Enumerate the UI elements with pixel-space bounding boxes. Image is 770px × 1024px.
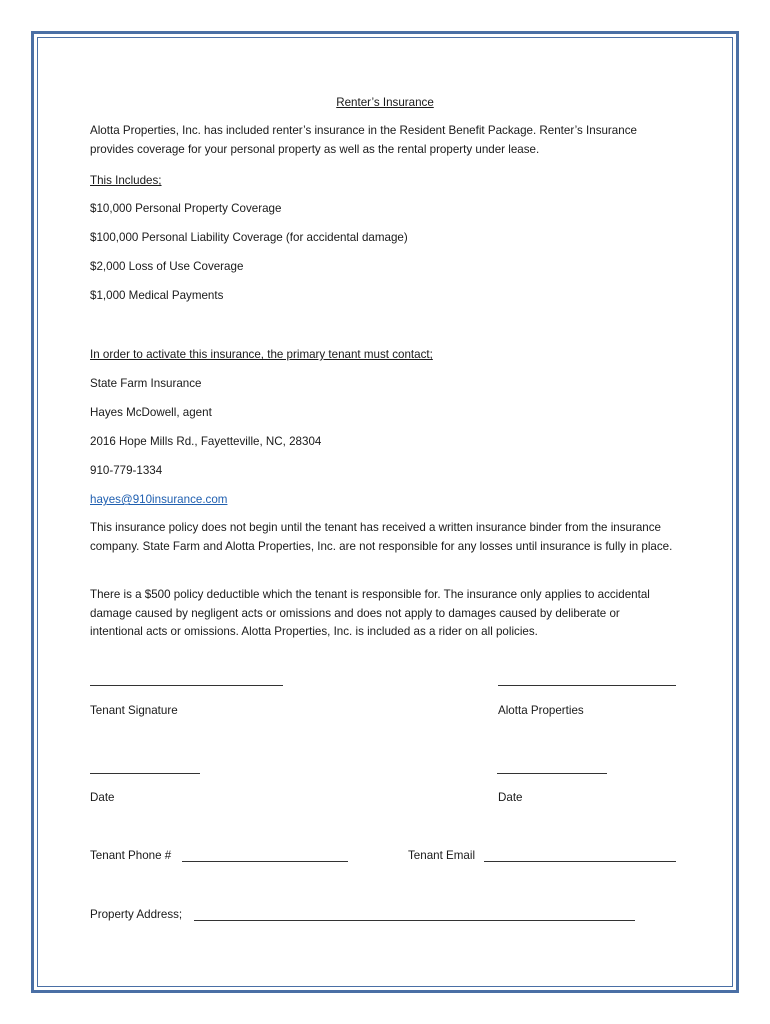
contact-email-link[interactable]: hayes@910insurance.com [90, 493, 228, 506]
property-address-line[interactable] [194, 920, 635, 921]
tenant-phone-line[interactable] [182, 861, 348, 862]
coverage-item: $2,000 Loss of Use Coverage [90, 260, 244, 273]
contact-phone: 910-779-1334 [90, 464, 163, 477]
deductible-paragraph: There is a $500 policy deductible which the tenant is responsible for. The insurance only applies to accidental damage caused by negligent acts or omissions and does not apply to damages caused by deliberate or intentional acts or omissions. Alotta Properties, Inc. is included as a rider on all policies. [90, 588, 650, 638]
coverage-item: $100,000 Personal Liability Coverage (for accidental damage) [90, 231, 408, 244]
tenant-email-line[interactable] [484, 861, 676, 862]
includes-heading: This Includes; [90, 174, 162, 187]
contact-agent: Hayes McDowell, agent [90, 406, 212, 419]
landlord-signature-line[interactable] [498, 685, 676, 686]
landlord-date-line[interactable] [497, 773, 607, 774]
property-address-label: Property Address; [90, 908, 183, 921]
tenant-date-label: Date [90, 791, 115, 804]
tenant-signature-line[interactable] [90, 685, 283, 686]
activate-heading: In order to activate this insurance, the primary tenant must contact; [90, 348, 433, 361]
contact-address: 2016 Hope Mills Rd., Fayetteville, NC, 28304 [90, 435, 322, 448]
tenant-email-label: Tenant Email [408, 849, 476, 862]
coverage-item: $1,000 Medical Payments [90, 289, 224, 302]
tenant-phone-label: Tenant Phone # [90, 849, 172, 862]
landlord-date-label: Date [498, 791, 523, 804]
intro-paragraph: Alotta Properties, Inc. has included renter’s insurance in the Resident Benefit Package. Renter’s Insurance provides coverage for your personal property as well as the rental property under lease. [90, 124, 637, 156]
coverage-item: $10,000 Personal Property Coverage [90, 202, 282, 215]
document-title: Renter’s Insurance [336, 96, 434, 109]
tenant-date-line[interactable] [90, 773, 200, 774]
tenant-signature-label: Tenant Signature [90, 704, 178, 717]
binder-paragraph: This insurance policy does not begin until the tenant has received a written insurance binder from the insurance company. State Farm and Alotta Properties, Inc. are not responsible for any losses until insurance is fully in place. [90, 521, 673, 553]
landlord-signature-label: Alotta Properties [498, 704, 584, 717]
contact-company: State Farm Insurance [90, 377, 202, 390]
